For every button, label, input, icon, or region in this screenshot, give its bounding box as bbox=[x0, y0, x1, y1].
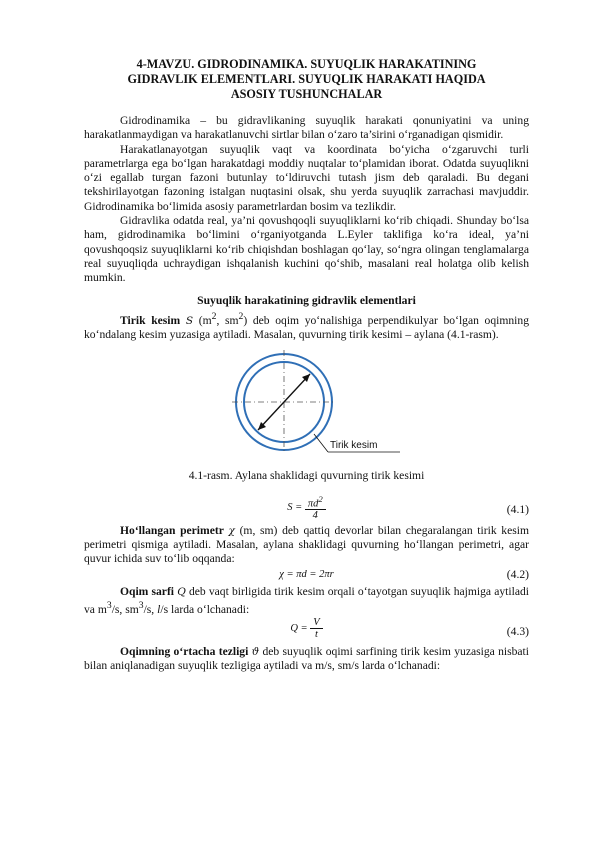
equation-4-1-expression bbox=[84, 494, 529, 522]
eq3-lhs: Q = bbox=[290, 622, 308, 634]
label-leader-line bbox=[314, 434, 328, 452]
units-sup-2: 2 bbox=[238, 310, 244, 322]
equation-number-4-1: (4.1) bbox=[506, 502, 529, 516]
equation-4-1 bbox=[84, 494, 529, 524]
term-hollangan-perimetr: Ho‘llangan perimetr bbox=[120, 523, 224, 537]
term-oqim-sarfi: Oqim sarfi bbox=[120, 584, 175, 598]
oqim-text-l: l bbox=[157, 602, 161, 616]
page-title bbox=[84, 57, 529, 102]
symbol-s: S bbox=[185, 314, 194, 327]
symbol-q: Q bbox=[177, 585, 186, 598]
paragraph-ortacha-tezlik bbox=[84, 645, 529, 674]
eq3-fraction bbox=[310, 617, 322, 640]
term-ortacha-tezlik: Oqimning o‘rtacha tezligi bbox=[120, 644, 249, 658]
oqim-sup-1: 3 bbox=[106, 599, 112, 611]
equation-4-2 bbox=[84, 567, 529, 585]
equation-4-3 bbox=[84, 617, 529, 645]
document-page bbox=[84, 57, 529, 674]
units-a: (m bbox=[198, 313, 212, 327]
symbol-chi: χ bbox=[228, 524, 235, 537]
title-line-3: ASOSIY TUSHUNCHALAR bbox=[230, 87, 383, 101]
eq3-numerator: V bbox=[310, 617, 322, 629]
pipe-cross-section-diagram bbox=[232, 346, 402, 462]
eq1-fraction bbox=[305, 494, 326, 522]
title-line-1: 4-MAVZU. GIDRODINAMIKA. SUYUQLIK HARAKATINING bbox=[136, 57, 477, 71]
eq1-lhs: S = bbox=[287, 501, 303, 513]
equation-4-3-expression bbox=[84, 617, 529, 640]
paragraph-hollangan-perimetr bbox=[84, 524, 529, 567]
paragraph-gidrodinamika: Gidrodinamika – bu gidravlikaning suyuqlik harakati qonuniyatini va uning harakatlanmaydigan va harakatlanuvchi sirtlar bilan o‘zaro ta’sirini o‘rganadigan qismidir. bbox=[84, 114, 529, 142]
oqim-sup-2: 3 bbox=[138, 599, 144, 611]
paragraph-harakatlanayotgan: Harakatlanayotgan suyuqlik vaqt va koordinata bo‘yicha o‘zgaruvchi turli parametrlarga ega bo‘lgan harakatdagi moddiy nuqtalar to‘plamidan iborat. Odatda suyuqlikni o‘zi egallab turgan fazoni butunlay to‘ldiruvchi tutash jism deb qaraladi. Bu degani tekshirilayotgan fazoning istalgan nuqtasini olsak, shu yerda suyuqlik zarrachasi mavjuddir. Gidrodinamika bo‘limida asosiy parametrlardan bosim va tezlikdir. bbox=[84, 142, 529, 213]
paragraph-gidravlika: Gidravlika odatda real, ya’ni qovushqoqli suyuqliklarni ko‘rib chiqadi. Shunday bo‘lsa ham, gidrodinamika bo‘limini o‘rganiyotganda L.Eyler taklifiga ko‘ra ideal, ya’ni qovushqoqsiz suyuqliklarni ko‘rib chiqishdan boshlagan qo‘lay, so‘ngra olingan tenglamalarga real suyuqliqda uchraydigan ishqalanish kuchini qo‘shib, masalani real holatga olib kelish mumkin. bbox=[84, 214, 529, 285]
paragraph-oqim-sarfi bbox=[84, 585, 529, 617]
hollangan-text: (m, sm) deb qattiq devorlar bilan chegaralangan tirik kesim perimetri qismiga aytiladi. Masalan, aylana shaklidagi quvurning ho‘llangan perimetri, agar quvur ichida suv to‘lib oqqanda: bbox=[84, 523, 529, 566]
paragraph-tirik-kesim bbox=[84, 310, 529, 342]
figure-label-tirik-kesim: Tirik kesim bbox=[330, 440, 378, 452]
units-b: , sm bbox=[216, 313, 239, 327]
figure-caption: 4.1-rasm. Aylana shaklidagi quvurning tirik kesimi bbox=[188, 469, 425, 483]
equation-4-2-expression: χ = πd = 2πr bbox=[279, 568, 334, 580]
oqim-text-3: /s, bbox=[143, 602, 158, 616]
eq1-exponent: 2 bbox=[318, 493, 323, 504]
equation-number-4-2: (4.2) bbox=[506, 567, 529, 581]
oqim-text-2: /s, sm bbox=[111, 602, 139, 616]
section-heading: Suyuqlik harakatining gidravlik elementlari bbox=[197, 293, 416, 307]
term-tirik-kesim: Tirik kesim bbox=[120, 313, 181, 327]
equation-number-4-3: (4.3) bbox=[506, 624, 529, 638]
title-line-2: GIDRAVLIK ELEMENTLARI. SUYUQLIK HARAKATI HAQIDA bbox=[127, 72, 486, 86]
eq3-denominator: t bbox=[315, 628, 318, 640]
symbol-theta: ϑ bbox=[251, 645, 260, 658]
tezlik-text: deb suyuqlik oqimi sarfining tirik kesim yuzasiga nisbati bilan aniqlanadigan suyuqlik tezligiga aytiladi va m/s, sm/s larda o‘lchanadi: bbox=[84, 644, 529, 673]
oqim-text-1: deb vaqt birligida tirik kesim orqali o‘tayotgan suyuqlik hajmiga aytiladi va m bbox=[84, 584, 530, 616]
tirik-kesim-text: ) deb oqim yo‘nalishiga perpendikulyar bo‘lgan oqimning ko‘ndalang kesim yuzasiga aytiladi. Masalan, quvurning tirik kesimi – aylana (4.1-rasm). bbox=[84, 313, 530, 342]
oqim-text-5: /s larda o‘lchanadi: bbox=[160, 602, 250, 616]
eq1-numerator: πd bbox=[307, 498, 319, 510]
eq1-denominator: 4 bbox=[312, 510, 318, 522]
units-sup-1: 2 bbox=[211, 310, 217, 322]
figure-pipe-section bbox=[84, 346, 529, 464]
